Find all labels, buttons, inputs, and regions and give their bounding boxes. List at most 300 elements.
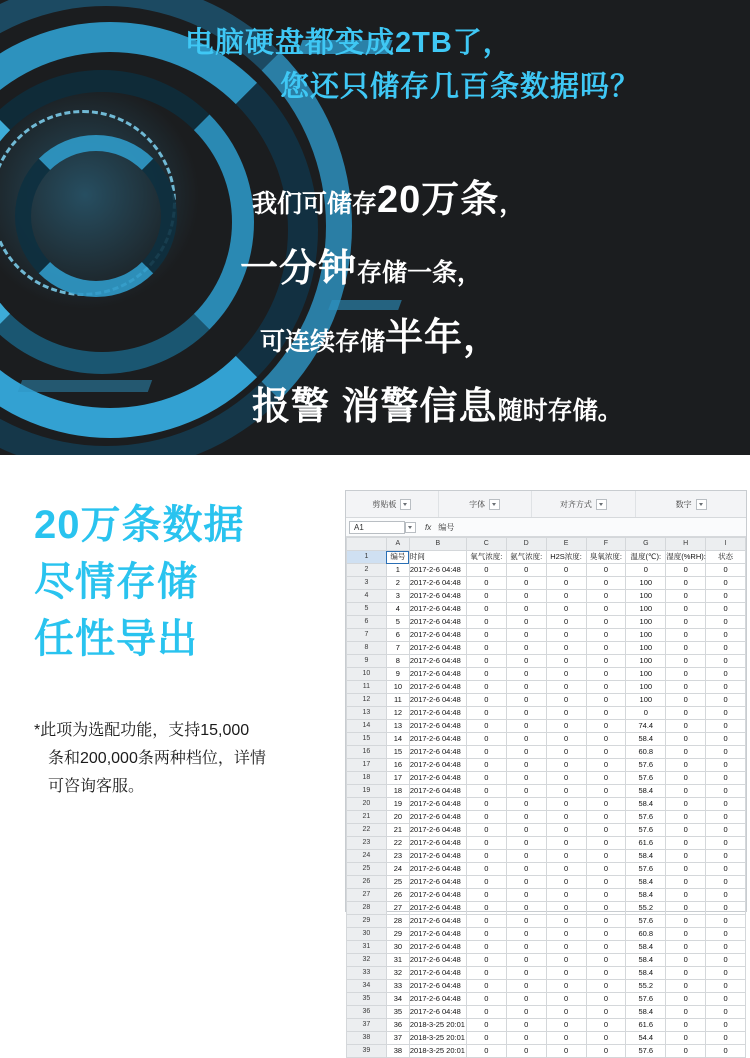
cell-nh3[interactable]: 0: [506, 902, 546, 915]
cell-time[interactable]: 2017-2-6 04:48: [409, 720, 466, 733]
cell-nh3[interactable]: 0: [506, 876, 546, 889]
cell-status[interactable]: 0: [706, 850, 746, 863]
cell-h2s[interactable]: 0: [546, 902, 586, 915]
cell-number[interactable]: 13: [386, 720, 409, 733]
row-header[interactable]: 11: [347, 681, 387, 694]
row-header[interactable]: 10: [347, 668, 387, 681]
row-header[interactable]: 27: [347, 889, 387, 902]
cell-h2s[interactable]: 0: [546, 642, 586, 655]
cell-time[interactable]: 2017-2-6 04:48: [409, 941, 466, 954]
cell-humidity[interactable]: 0: [666, 759, 706, 772]
cell-number[interactable]: 16: [386, 759, 409, 772]
cell-o2[interactable]: 0: [466, 785, 506, 798]
cell-number[interactable]: 15: [386, 746, 409, 759]
cell-status[interactable]: 0: [706, 733, 746, 746]
row-header[interactable]: 24: [347, 850, 387, 863]
cell-h2s[interactable]: 0: [546, 590, 586, 603]
cell-nh3[interactable]: 0: [506, 889, 546, 902]
cell-temp[interactable]: 58.4: [626, 850, 666, 863]
column-letter-c[interactable]: C: [466, 538, 506, 551]
cell-o2[interactable]: 0: [466, 863, 506, 876]
cell-o2[interactable]: 0: [466, 616, 506, 629]
table-row[interactable]: [347, 629, 746, 642]
cell-humidity[interactable]: 0: [666, 915, 706, 928]
cell-h2s[interactable]: 0: [546, 707, 586, 720]
cell-nh3[interactable]: 0: [506, 668, 546, 681]
cell-nh3[interactable]: 0: [506, 707, 546, 720]
cell-humidity[interactable]: 0: [666, 1019, 706, 1032]
row-header[interactable]: 8: [347, 642, 387, 655]
cell-time[interactable]: 2017-2-6 04:48: [409, 915, 466, 928]
cell-o3[interactable]: 0: [586, 798, 626, 811]
cell-humidity[interactable]: 0: [666, 616, 706, 629]
cell-o3[interactable]: 0: [586, 720, 626, 733]
cell-o2[interactable]: 0: [466, 902, 506, 915]
cell-nh3[interactable]: 0: [506, 1006, 546, 1019]
cell-temp[interactable]: 100: [626, 629, 666, 642]
cell-time[interactable]: 2017-2-6 04:48: [409, 668, 466, 681]
cell-time[interactable]: 2017-2-6 04:48: [409, 746, 466, 759]
cell-h2s[interactable]: 0: [546, 980, 586, 993]
column-letter-b[interactable]: B: [409, 538, 466, 551]
cell-o3[interactable]: 0: [586, 694, 626, 707]
row-header[interactable]: 28: [347, 902, 387, 915]
cell-humidity[interactable]: 0: [666, 642, 706, 655]
cell-temp[interactable]: 60.8: [626, 746, 666, 759]
cell-number[interactable]: 1: [386, 564, 409, 577]
row-header[interactable]: 12: [347, 694, 387, 707]
cell-status[interactable]: 0: [706, 694, 746, 707]
cell-temp[interactable]: 74.4: [626, 720, 666, 733]
cell-o3[interactable]: 0: [586, 863, 626, 876]
cell-temp[interactable]: 100: [626, 616, 666, 629]
cell-h2s[interactable]: 0: [546, 889, 586, 902]
cell-temp[interactable]: 100: [626, 694, 666, 707]
cell-time[interactable]: 2017-2-6 04:48: [409, 642, 466, 655]
cell-h2s[interactable]: 0: [546, 1032, 586, 1045]
cell-o2[interactable]: 0: [466, 850, 506, 863]
cell-h2s[interactable]: 0: [546, 694, 586, 707]
cell-humidity[interactable]: 0: [666, 798, 706, 811]
cell-number[interactable]: 10: [386, 681, 409, 694]
cell-nh3[interactable]: 0: [506, 681, 546, 694]
cell-o2[interactable]: 0: [466, 720, 506, 733]
cell-time[interactable]: 2018-3-25 20:01: [409, 1032, 466, 1045]
cell-o2[interactable]: 0: [466, 1006, 506, 1019]
row-header[interactable]: 32: [347, 954, 387, 967]
cell-header-temp[interactable]: 温度(℃):: [626, 551, 666, 564]
cell-nh3[interactable]: 0: [506, 629, 546, 642]
cell-temp[interactable]: 55.2: [626, 980, 666, 993]
cell-temp[interactable]: 100: [626, 603, 666, 616]
row-header[interactable]: 6: [347, 616, 387, 629]
ribbon-group-alignment[interactable]: [532, 491, 637, 517]
cell-nh3[interactable]: 0: [506, 655, 546, 668]
cell-header-o3[interactable]: 臭氧浓度:: [586, 551, 626, 564]
table-row[interactable]: [347, 642, 746, 655]
cell-temp[interactable]: 61.6: [626, 837, 666, 850]
table-row[interactable]: [347, 915, 746, 928]
table-row[interactable]: [347, 902, 746, 915]
cell-o2[interactable]: 0: [466, 798, 506, 811]
cell-status[interactable]: 0: [706, 980, 746, 993]
cell-number[interactable]: 2: [386, 577, 409, 590]
cell-o3[interactable]: 0: [586, 941, 626, 954]
cell-humidity[interactable]: 0: [666, 564, 706, 577]
table-row[interactable]: [347, 811, 746, 824]
row-header[interactable]: 26: [347, 876, 387, 889]
cell-humidity[interactable]: 0: [666, 850, 706, 863]
cell-status[interactable]: 0: [706, 681, 746, 694]
cell-temp[interactable]: 57.6: [626, 993, 666, 1006]
row-header[interactable]: 4: [347, 590, 387, 603]
cell-nh3[interactable]: 0: [506, 993, 546, 1006]
cell-number[interactable]: 33: [386, 980, 409, 993]
row-header[interactable]: 23: [347, 837, 387, 850]
cell-status[interactable]: 0: [706, 655, 746, 668]
table-row[interactable]: [347, 837, 746, 850]
table-row[interactable]: [347, 564, 746, 577]
cell-o2[interactable]: 0: [466, 694, 506, 707]
cell-o2[interactable]: 0: [466, 889, 506, 902]
cell-temp[interactable]: 57.6: [626, 759, 666, 772]
cell-number[interactable]: 12: [386, 707, 409, 720]
cell-humidity[interactable]: 0: [666, 928, 706, 941]
cell-h2s[interactable]: 0: [546, 863, 586, 876]
row-header[interactable]: 17: [347, 759, 387, 772]
cell-h2s[interactable]: 0: [546, 668, 586, 681]
cell-status[interactable]: 0: [706, 798, 746, 811]
cell-o2[interactable]: 0: [466, 681, 506, 694]
cell-o3[interactable]: 0: [586, 759, 626, 772]
cell-time[interactable]: 2017-2-6 04:48: [409, 629, 466, 642]
cell-number[interactable]: 11: [386, 694, 409, 707]
cell-time[interactable]: 2017-2-6 04:48: [409, 707, 466, 720]
cell-h2s[interactable]: 0: [546, 616, 586, 629]
ribbon-group-number[interactable]: [636, 491, 746, 517]
cell-o3[interactable]: 0: [586, 980, 626, 993]
cell-h2s[interactable]: 0: [546, 1006, 586, 1019]
cell-status[interactable]: 0: [706, 590, 746, 603]
cell-time[interactable]: 2017-2-6 04:48: [409, 1006, 466, 1019]
cell-humidity[interactable]: 0: [666, 785, 706, 798]
cell-o3[interactable]: 0: [586, 616, 626, 629]
cell-humidity[interactable]: 0: [666, 954, 706, 967]
table-row[interactable]: [347, 798, 746, 811]
cell-o2[interactable]: 0: [466, 642, 506, 655]
cell-number[interactable]: 18: [386, 785, 409, 798]
cell-number[interactable]: 6: [386, 629, 409, 642]
cell-number[interactable]: 23: [386, 850, 409, 863]
cell-time[interactable]: 2017-2-6 04:48: [409, 590, 466, 603]
cell-number[interactable]: 32: [386, 967, 409, 980]
cell-number[interactable]: 38: [386, 1045, 409, 1058]
name-box[interactable]: [349, 521, 405, 534]
cell-humidity[interactable]: 0: [666, 707, 706, 720]
cell-h2s[interactable]: 0: [546, 1045, 586, 1058]
cell-o3[interactable]: 0: [586, 772, 626, 785]
cell-nh3[interactable]: 0: [506, 850, 546, 863]
table-row[interactable]: [347, 850, 746, 863]
cell-time[interactable]: 2017-2-6 04:48: [409, 603, 466, 616]
cell-number[interactable]: 20: [386, 811, 409, 824]
cell-h2s[interactable]: 0: [546, 798, 586, 811]
row-header[interactable]: 7: [347, 629, 387, 642]
spreadsheet-body[interactable]: [347, 551, 746, 1058]
cell-status[interactable]: 0: [706, 967, 746, 980]
row-header[interactable]: 21: [347, 811, 387, 824]
cell-temp[interactable]: 57.6: [626, 811, 666, 824]
cell-o3[interactable]: 0: [586, 928, 626, 941]
cell-time[interactable]: 2017-2-6 04:48: [409, 967, 466, 980]
cell-status[interactable]: 0: [706, 811, 746, 824]
cell-status[interactable]: 0: [706, 889, 746, 902]
cell-status[interactable]: 0: [706, 1032, 746, 1045]
cell-temp[interactable]: 58.4: [626, 733, 666, 746]
cell-o2[interactable]: 0: [466, 577, 506, 590]
column-letter-i[interactable]: I: [706, 538, 746, 551]
cell-number[interactable]: 27: [386, 902, 409, 915]
cell-temp[interactable]: 58.4: [626, 785, 666, 798]
cell-time[interactable]: 2017-2-6 04:48: [409, 928, 466, 941]
cell-humidity[interactable]: 0: [666, 720, 706, 733]
table-row[interactable]: [347, 733, 746, 746]
cell-nh3[interactable]: 0: [506, 603, 546, 616]
row-header[interactable]: 29: [347, 915, 387, 928]
cell-header-h2s[interactable]: H2S浓度:: [546, 551, 586, 564]
cell-time[interactable]: 2017-2-6 04:48: [409, 733, 466, 746]
cell-status[interactable]: 0: [706, 603, 746, 616]
cell-o3[interactable]: 0: [586, 1006, 626, 1019]
column-letter-e[interactable]: E: [546, 538, 586, 551]
chevron-down-icon[interactable]: [405, 522, 416, 533]
cell-temp[interactable]: 58.4: [626, 954, 666, 967]
table-row[interactable]: [347, 1032, 746, 1045]
cell-humidity[interactable]: 0: [666, 655, 706, 668]
ribbon-group-clipboard[interactable]: [346, 491, 439, 517]
row-header[interactable]: 31: [347, 941, 387, 954]
column-letter-f[interactable]: F: [586, 538, 626, 551]
cell-number[interactable]: 22: [386, 837, 409, 850]
cell-nh3[interactable]: 0: [506, 967, 546, 980]
cell-number[interactable]: 7: [386, 642, 409, 655]
cell-number[interactable]: 29: [386, 928, 409, 941]
cell-status[interactable]: 0: [706, 616, 746, 629]
cell-o3[interactable]: 0: [586, 668, 626, 681]
cell-nh3[interactable]: 0: [506, 694, 546, 707]
cell-header-o2[interactable]: 氧气浓度:: [466, 551, 506, 564]
cell-h2s[interactable]: 0: [546, 928, 586, 941]
cell-o3[interactable]: 0: [586, 889, 626, 902]
cell-temp[interactable]: 0: [626, 564, 666, 577]
cell-number[interactable]: 36: [386, 1019, 409, 1032]
cell-temp[interactable]: 60.8: [626, 928, 666, 941]
cell-time[interactable]: 2018-3-25 20:01: [409, 1019, 466, 1032]
table-row[interactable]: [347, 785, 746, 798]
cell-o3[interactable]: 0: [586, 629, 626, 642]
cell-status[interactable]: 0: [706, 1045, 746, 1058]
cell-nh3[interactable]: 0: [506, 772, 546, 785]
cell-nh3[interactable]: 0: [506, 811, 546, 824]
cell-o2[interactable]: 0: [466, 603, 506, 616]
cell-header-status[interactable]: 状态: [706, 551, 746, 564]
cell-time[interactable]: 2017-2-6 04:48: [409, 824, 466, 837]
spreadsheet-table[interactable]: [346, 537, 746, 1058]
cell-status[interactable]: 0: [706, 1019, 746, 1032]
chevron-down-icon[interactable]: [696, 499, 707, 510]
cell-temp[interactable]: 57.6: [626, 824, 666, 837]
table-row[interactable]: [347, 824, 746, 837]
cell-o3[interactable]: 0: [586, 733, 626, 746]
table-row[interactable]: [347, 928, 746, 941]
cell-time[interactable]: 2017-2-6 04:48: [409, 902, 466, 915]
cell-status[interactable]: 0: [706, 759, 746, 772]
table-row[interactable]: [347, 707, 746, 720]
cell-status[interactable]: 0: [706, 772, 746, 785]
column-letter-g[interactable]: G: [626, 538, 666, 551]
cell-temp[interactable]: 58.4: [626, 889, 666, 902]
cell-temp[interactable]: 100: [626, 668, 666, 681]
cell-time[interactable]: 2017-2-6 04:48: [409, 759, 466, 772]
table-row[interactable]: [347, 1019, 746, 1032]
table-row[interactable]: [347, 694, 746, 707]
cell-o3[interactable]: 0: [586, 954, 626, 967]
cell-humidity[interactable]: 0: [666, 1006, 706, 1019]
function-icon[interactable]: fx: [425, 522, 432, 532]
cell-nh3[interactable]: 0: [506, 590, 546, 603]
row-header[interactable]: 38: [347, 1032, 387, 1045]
table-row[interactable]: [347, 772, 746, 785]
cell-o2[interactable]: 0: [466, 837, 506, 850]
table-row[interactable]: [347, 863, 746, 876]
table-row[interactable]: [347, 590, 746, 603]
cell-number[interactable]: 28: [386, 915, 409, 928]
cell-status[interactable]: 0: [706, 629, 746, 642]
cell-time[interactable]: 2017-2-6 04:48: [409, 863, 466, 876]
table-row[interactable]: [347, 577, 746, 590]
cell-temp[interactable]: 100: [626, 655, 666, 668]
cell-number[interactable]: 9: [386, 668, 409, 681]
cell-time[interactable]: 2017-2-6 04:48: [409, 993, 466, 1006]
cell-nh3[interactable]: 0: [506, 941, 546, 954]
cell-humidity[interactable]: 0: [666, 577, 706, 590]
cell-o2[interactable]: 0: [466, 759, 506, 772]
cell-o3[interactable]: 0: [586, 603, 626, 616]
cell-number[interactable]: 26: [386, 889, 409, 902]
cell-status[interactable]: 0: [706, 941, 746, 954]
cell-number[interactable]: 14: [386, 733, 409, 746]
cell-time[interactable]: 2017-2-6 04:48: [409, 616, 466, 629]
cell-header-number[interactable]: 编号: [386, 551, 409, 564]
row-header[interactable]: 14: [347, 720, 387, 733]
table-row[interactable]: [347, 551, 746, 564]
cell-h2s[interactable]: 0: [546, 941, 586, 954]
cell-time[interactable]: 2017-2-6 04:48: [409, 772, 466, 785]
cell-temp[interactable]: 100: [626, 590, 666, 603]
cell-number[interactable]: 21: [386, 824, 409, 837]
cell-o2[interactable]: 0: [466, 1032, 506, 1045]
cell-number[interactable]: 30: [386, 941, 409, 954]
cell-humidity[interactable]: 0: [666, 993, 706, 1006]
cell-o2[interactable]: 0: [466, 915, 506, 928]
cell-number[interactable]: 31: [386, 954, 409, 967]
cell-nh3[interactable]: 0: [506, 746, 546, 759]
cell-o2[interactable]: 0: [466, 668, 506, 681]
cell-o3[interactable]: 0: [586, 902, 626, 915]
column-letter-h[interactable]: H: [666, 538, 706, 551]
cell-humidity[interactable]: 0: [666, 902, 706, 915]
cell-status[interactable]: 0: [706, 902, 746, 915]
cell-number[interactable]: 34: [386, 993, 409, 1006]
cell-nh3[interactable]: 0: [506, 642, 546, 655]
cell-h2s[interactable]: 0: [546, 954, 586, 967]
cell-o3[interactable]: 0: [586, 824, 626, 837]
cell-h2s[interactable]: 0: [546, 993, 586, 1006]
cell-h2s[interactable]: 0: [546, 811, 586, 824]
cell-nh3[interactable]: 0: [506, 720, 546, 733]
cell-status[interactable]: 0: [706, 928, 746, 941]
cell-nh3[interactable]: 0: [506, 954, 546, 967]
cell-nh3[interactable]: 0: [506, 564, 546, 577]
cell-time[interactable]: 2017-2-6 04:48: [409, 577, 466, 590]
cell-o2[interactable]: 0: [466, 980, 506, 993]
cell-time[interactable]: 2017-2-6 04:48: [409, 564, 466, 577]
ribbon-group-font[interactable]: [439, 491, 532, 517]
cell-o3[interactable]: 0: [586, 655, 626, 668]
cell-humidity[interactable]: 0: [666, 837, 706, 850]
cell-o3[interactable]: 0: [586, 707, 626, 720]
cell-nh3[interactable]: 0: [506, 798, 546, 811]
cell-time[interactable]: 2017-2-6 04:48: [409, 850, 466, 863]
cell-o2[interactable]: 0: [466, 824, 506, 837]
row-header[interactable]: 35: [347, 993, 387, 1006]
cell-number[interactable]: 3: [386, 590, 409, 603]
cell-o2[interactable]: 0: [466, 954, 506, 967]
table-row[interactable]: [347, 668, 746, 681]
cell-header-humidity[interactable]: 湿度(%RH):: [666, 551, 706, 564]
cell-h2s[interactable]: 0: [546, 681, 586, 694]
cell-temp[interactable]: 100: [626, 642, 666, 655]
cell-o2[interactable]: 0: [466, 564, 506, 577]
cell-h2s[interactable]: 0: [546, 772, 586, 785]
cell-status[interactable]: 0: [706, 824, 746, 837]
cell-h2s[interactable]: 0: [546, 785, 586, 798]
cell-h2s[interactable]: 0: [546, 915, 586, 928]
cell-o3[interactable]: 0: [586, 876, 626, 889]
table-row[interactable]: [347, 1045, 746, 1058]
cell-o2[interactable]: 0: [466, 590, 506, 603]
table-row[interactable]: [347, 941, 746, 954]
excel-grid[interactable]: [346, 537, 746, 1058]
cell-h2s[interactable]: 0: [546, 629, 586, 642]
row-header[interactable]: 19: [347, 785, 387, 798]
cell-o3[interactable]: 0: [586, 590, 626, 603]
row-header[interactable]: 22: [347, 824, 387, 837]
cell-humidity[interactable]: 0: [666, 733, 706, 746]
cell-nh3[interactable]: 0: [506, 616, 546, 629]
cell-time[interactable]: 2017-2-6 04:48: [409, 798, 466, 811]
row-header[interactable]: 20: [347, 798, 387, 811]
cell-o2[interactable]: 0: [466, 1019, 506, 1032]
cell-o3[interactable]: 0: [586, 1045, 626, 1058]
cell-temp[interactable]: 58.4: [626, 798, 666, 811]
cell-number[interactable]: 8: [386, 655, 409, 668]
cell-status[interactable]: 0: [706, 668, 746, 681]
cell-o2[interactable]: 0: [466, 629, 506, 642]
cell-o3[interactable]: 0: [586, 850, 626, 863]
row-header[interactable]: 16: [347, 746, 387, 759]
table-row[interactable]: [347, 681, 746, 694]
